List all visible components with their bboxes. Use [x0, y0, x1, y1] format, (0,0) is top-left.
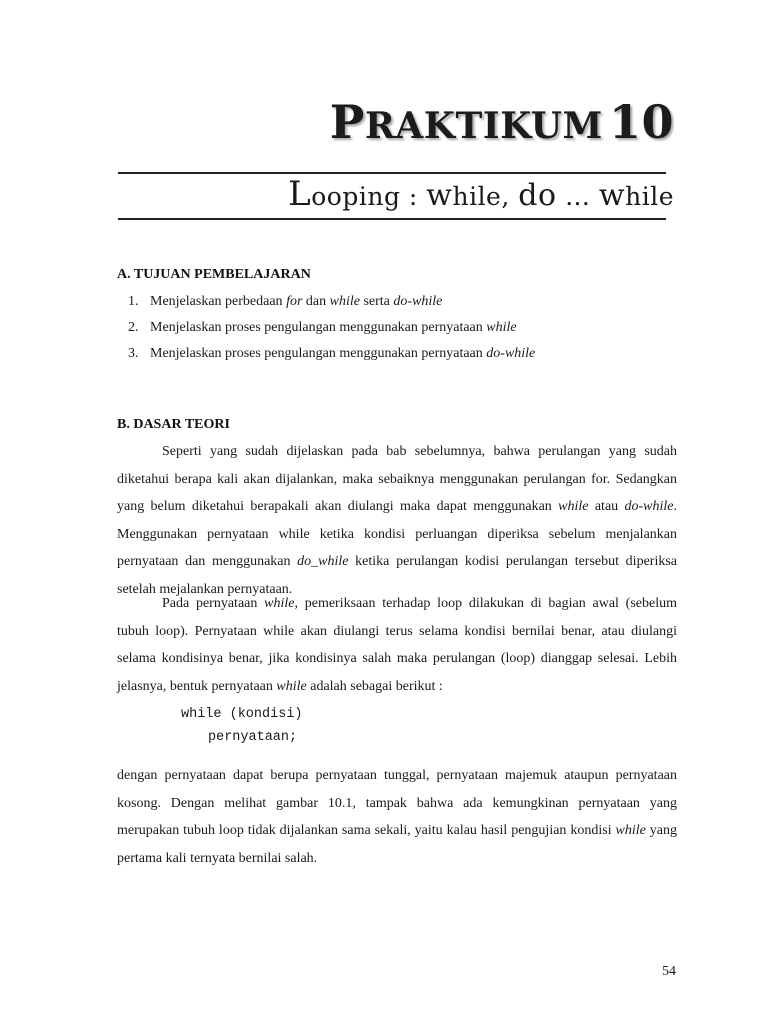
- objective-item: [128, 292, 535, 318]
- subtitle-part-3: …: [556, 182, 599, 211]
- chapter-number: 10: [608, 95, 674, 149]
- objective-emphasis: for: [286, 294, 303, 309]
- subtitle-initial-l: L: [288, 174, 312, 214]
- paragraph-emphasis: do-while: [624, 499, 674, 514]
- objective-text: serta: [359, 294, 394, 309]
- objective-number: 3.: [128, 346, 139, 361]
- paragraph-text: atau: [588, 499, 625, 514]
- paragraph-emphasis: while: [615, 823, 646, 838]
- paragraph-text: ketika perulangan kodisi perulangan tersebut diperiksa setelah mejalankan pernyataan.: [117, 554, 677, 597]
- paragraph-text: . Menggunakan pernyataan while ketika kondisi perluangan diperiksa sebelum menjalankan pernyataan dan menggunakan: [117, 499, 677, 569]
- objective-item: [128, 344, 535, 370]
- objective-text: Menjelaskan perbedaan: [150, 294, 287, 309]
- subtitle-initial-w1: w: [426, 178, 453, 213]
- objective-emphasis: while: [329, 294, 360, 309]
- theory-paragraph-3: [117, 762, 677, 872]
- subtitle-part-4: hile: [625, 182, 674, 211]
- paragraph-emphasis: while: [264, 596, 295, 611]
- paragraph-text: Seperti yang sudah dijelaskan pada bab sebelumnya, bahwa perulangan yang sudah diketahui berapa kali akan dijalankan, maka sebaiknya menggunakan perulangan for. Sedangkan yang belum diketahui berapakali akan diulangi maka dapat menggunakan: [117, 444, 677, 514]
- section-b-heading: B. DASAR TEORI: [117, 417, 230, 432]
- subtitle-do: do: [518, 178, 557, 213]
- objective-number: 1.: [128, 294, 139, 309]
- paragraph-text: dengan pernyataan dapat berupa pernyataan tunggal, pernyataan majemuk ataupun pernyataan kosong. Dengan melihat gambar 10.1, tampak bahwa ada kemungkinan pernyataan yang merupakan tubuh loop tidak dijalankan sama sekali, yaitu kalau hasil pengujian kondisi: [117, 768, 677, 838]
- chapter-title-initial: P: [329, 95, 365, 149]
- code-line-1: while (kondisi): [181, 707, 303, 722]
- objective-emphasis: do-while: [393, 294, 443, 309]
- paragraph-text: Pada pernyataan: [162, 596, 265, 611]
- chapter-title: [330, 95, 674, 149]
- objective-number: 2.: [128, 320, 139, 335]
- code-example: [181, 703, 303, 749]
- paragraph-emphasis: do_while: [297, 554, 349, 569]
- theory-paragraph-2: [117, 590, 677, 700]
- objectives-list: [128, 292, 535, 370]
- objective-emphasis: do-while: [486, 346, 536, 361]
- objective-item: [128, 318, 535, 344]
- paragraph-emphasis: while: [558, 499, 589, 514]
- paragraph-text: , pemeriksaan terhadap loop dilakukan di bagian awal (sebelum tubuh loop). Pernyataan while akan diulangi terus selama kondisi bernilai benar, atau diulangi selama kondisinya benar, jika kondisinya salah maka perulangan (loop) dianggap selesai. Lebih jelasnya, bentuk pernyataan: [117, 596, 677, 694]
- header-rule-bottom: [118, 218, 666, 220]
- chapter-title-word: RAKTIKUM: [364, 105, 603, 147]
- section-a-heading: A. TUJUAN PEMBELAJARAN: [117, 267, 311, 282]
- objective-text: Menjelaskan proses pengulangan menggunakan pernyataan: [150, 320, 487, 335]
- subtitle-part-1: ooping :: [311, 182, 427, 211]
- paragraph-text: adalah sebagai berikut :: [306, 678, 443, 694]
- paragraph-text: yang pertama kali ternyata bernilai salah.: [117, 823, 677, 866]
- theory-paragraph-1: [117, 438, 677, 603]
- page-number: 54: [662, 964, 676, 979]
- subtitle-part-2: hile,: [452, 182, 519, 211]
- subtitle-initial-w2: w: [598, 178, 626, 213]
- paragraph-emphasis: while: [276, 678, 307, 694]
- objective-text: Menjelaskan proses pengulangan menggunakan pernyataan: [150, 346, 487, 361]
- chapter-subtitle: [288, 174, 674, 214]
- objective-text: dan: [302, 294, 330, 309]
- objective-emphasis: while: [486, 320, 517, 335]
- code-line-2: pernyataan;: [208, 730, 298, 745]
